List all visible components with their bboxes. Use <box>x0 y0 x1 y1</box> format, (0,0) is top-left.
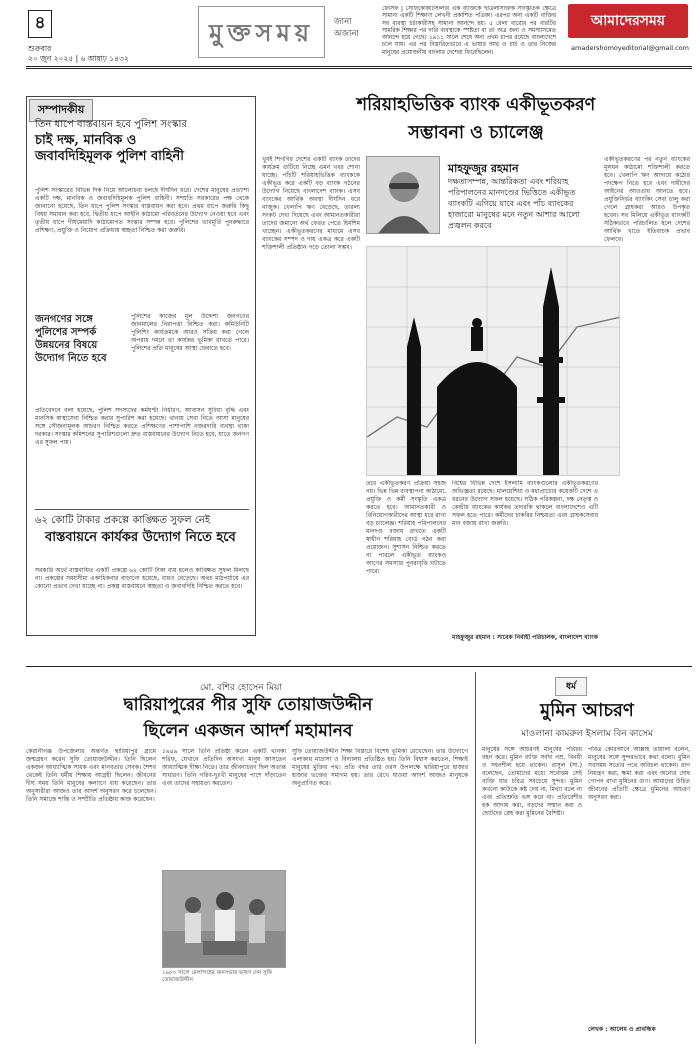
editorial-body-4: সরকারি অর্থে বাস্তবায়িত একটি প্রকল্পে ৬২ কোটি টাকা ব্যয় হলেও কাঙ্ক্ষিত সুফল মিলছে না। প্রকল্পের সময়সীমা একাধিকবার বাড়ানো হয়েছে, ব্যয়ও বেড়েছে। অথচ মাঠপর্যায়ে এর কোনো প্রভাব দেখা যাচ্ছে না। প্রকল্প বাস্তবায়নে স্বচ্ছতা ও জবাবদিহি নিশ্চিত করতে হবে। <box>35 567 249 590</box>
editorial-pull-quote: জনগণের সঙ্গে পুলিশের সম্পর্ক উন্নয়নের বিষয়ে উদ্যোগ নিতে হবে <box>35 314 107 364</box>
masthead-rule <box>26 66 692 67</box>
pir-article-column-3: সুফি তোয়াজউদ্দীন শিক্ষা বিস্তারে বিশেষ ভূমিকা রেখেছেন। তার উদ্যোগে এলাকায় মাদ্রাসা ও বিদ্যালয় প্রতিষ্ঠিত হয়। তিনি বিশ্বাস করতেন, শিক্ষাই মানুষের মুক্তির পথ। প্রতি বছর তার ওরস উপলক্ষে দ্বারিয়াপুরে হাজার হাজার ভক্তের সমাগম হয়। তার রেখে যাওয়া আদর্শ আজও মানুষকে অনুপ্রাণিত করে। <box>292 748 468 787</box>
religion-column-1: মানুষের সঙ্গে আচরণই মানুষের পরিচয় বহন করে। মুমিন ব্যক্তি সর্বদা নম্র, বিনয়ী ও সহনশীল হয়ে থাকেন। রাসুল (সা.) বলেছেন, তোমাদের মধ্যে সর্বোত্তম সেই ব্যক্তি যার চরিত্র সবচেয়ে সুন্দর। মুমিন কখনো কাউকে কষ্ট দেয় না, মিথ্যা বলে না এবং প্রতিশ্রুতি ভঙ্গ করে না। প্রতিবেশীর হক আদায় করা, বড়দের সম্মান করা ও ছোটদের স্নেহ করা মুমিনের বৈশিষ্ট্য। <box>482 746 582 817</box>
feature-author-bio: মাহফুজুর রহমান : সাবেক নির্বাহী পরিচালক, বাংলাদেশ ব্যাংক <box>452 634 598 641</box>
editorial-subheadline-1: ৬২ কোটি টাকার প্রকল্পে কাঙ্ক্ষিত সুফল নেই <box>35 509 249 527</box>
feature-column-4: একীভূতকরণের পর নতুন ব্যাংকের মূলধন কাঠামো শক্তিশালী করতে হবে। খেলাপি ঋণ আদায়ে কঠোর পদক্ষেপ নিতে হবে এবং দায়ীদের আইনের আওতায় আনতে হবে। প্রযুক্তিনির্ভর ব্যাংকিং সেবা চালু করা গেলে গ্রাহকরা আরও উপকৃত হবেন। সব মিলিয়ে একীভূত ব্যাংকটি সঠিকভাবে পরিচালিত হলে দেশের আর্থিক খাতে ইতিবাচক প্রভাব ফেলবে। <box>604 156 690 243</box>
masthead-rule-2 <box>26 68 692 69</box>
pir-article-column-1: কেরানীগঞ্জ উপজেলার অন্তর্গত দ্বারিয়াপুর গ্রামে জন্মগ্রহণ করেন সুফি তোয়াজউদ্দীন। তিনি ছিলেন একজন আধ্যাত্মিক সাধক এবং মানবতার সেবক। শৈশব থেকেই তিনি ধর্মীয় শিক্ষায় আগ্রহী ছিলেন। জীবনের দীর্ঘ সময় তিনি মানুষের কল্যাণে ব্যয় করেছেন। তার অনুসারীরা আজও তার আদর্শ অনুসরণ করে চলেছেন। তিনি সমাজে শান্তি ও সম্প্রীতি প্রতিষ্ঠায় কাজ করেছেন। <box>26 748 156 803</box>
religion-tag: ধর্ম <box>555 677 587 696</box>
masthead <box>0 0 700 64</box>
feature-subtitle: সম্ভাবনা ও চ্যালেঞ্জ <box>408 123 544 143</box>
editorial-box <box>26 96 256 636</box>
religion-author: মাওলানা কামরুল ইসলাম বিন কাসেম <box>521 729 653 739</box>
feature-column-1: খুবই শিগগির দেশের একটি ব্যাংক তাদের কার্যক্রম গুটিয়ে নিচ্ছে এমন খবর শোনা যাচ্ছে। পাঁচটি শরিয়াহভিত্তিক ব্যাংককে একীভূত করে একটি বড় ব্যাংক গঠনের উদ্যোগ নিয়েছে বাংলাদেশ ব্যাংক। এসব ব্যাংকের আর্থিক অবস্থা দীর্ঘদিন ধরে নাজুক। খেলাপি ঋণ বেড়েছে, তারল্য সংকট দেখা দিয়েছে এবং আমানতকারীরা তাদের জমানো অর্থ ফেরত পেতে হিমশিম খাচ্ছেন। একীভূতকরণের মাধ্যমে এসব ব্যাংকের সম্পদ ও দায় একত্র করে একটি শক্তিশালী প্রতিষ্ঠান গড়ে তোলা সম্ভব। <box>262 156 360 251</box>
author-photo <box>366 156 440 234</box>
religion-author-bio: লেখক : আলেম ও প্রাবন্ধিক <box>588 1026 656 1033</box>
editorial-body-3: প্রতিবেদনে বলা হয়েছে, পুলিশ সদস্যদের কর্মঘণ্টা নির্ধারণ, আবাসন সুবিধা বৃদ্ধি এবং মানসিক স্বাস্থ্যসেবা নিশ্চিত করার সুপারিশ করা হয়েছে। থানায় সেবা নিতে আসা মানুষের সঙ্গে সৌজন্যমূলক আচরণ নিশ্চিত করতে প্রশিক্ষণের পাশাপাশি নজরদারি ব্যবস্থা থাকা দরকার। সংস্কার কমিশনের সুপারিশগুলো দ্রুত বাস্তবায়নের উদ্যোগ নিতে হবে, যাতে জনগণ এর সুফল পায়। <box>35 407 249 446</box>
author-portrait-icon <box>367 157 440 234</box>
feature-title: শরিয়াহভিত্তিক ব্যাংক একীভূতকরণ <box>356 95 596 115</box>
editorial-headline-line2: চাই দক্ষ, মানবিক ও <box>35 133 137 148</box>
mosque-chart-illustration <box>367 247 620 476</box>
feature-author: মাহফুজুর রহমান <box>448 162 519 175</box>
religion-column-2: পবিত্র কোরআনে আল্লাহ তায়ালা বলেন, মানুষের সঙ্গে সুন্দরভাবে কথা বলো। মুমিন সবসময় সত্যের পথে অবিচল থাকেন। রাগ নিয়ন্ত্রণ করা, ক্ষমা করা এবং অন্যের দোষ গোপন রাখা মুমিনের গুণ। আমাদের উচিত জীবনের প্রতিটি ক্ষেত্রে মুমিনের আচরণ অনুসরণ করা। <box>588 746 690 801</box>
pir-article-byline: মো. বশির হোসেন মিয়া <box>200 683 282 693</box>
newspaper-logo[interactable]: আমাদেরসময় <box>568 4 688 38</box>
feature-column-2: তবে একীভূতকরণ প্রক্রিয়া সহজ নয়। ভিন্ন ভিন্ন ব্যবস্থাপনা কাঠামো, প্রযুক্তি ও কর্মী সংস্কৃতি একত্র করতে হবে। আমানতকারী ও বিনিয়োগকারীদের আস্থা ধরে রাখা বড় চ্যালেঞ্জ। শরিয়াহ পরিপালনের মানদণ্ড বজায় রাখতে একটি স্বাধীন শরিয়াহ বোর্ড গঠন করা প্রয়োজন। সুশাসন নিশ্চিত করতে না পারলে একীভূত ব্যাংকও আগের সমস্যার পুনরাবৃত্তি ঘটাতে পারে। <box>366 480 446 575</box>
editorial-headline <box>35 117 251 165</box>
editor-note: ফেসিফ | সেফিকোকটিস্টলীর এক ব্যক্তিকে ছাত্রলাসক্তিক সাংস্কৃতিক ক্ষেত্রে সামান্য একটি শিক্ষাণা লেখনী প্রকাশিত পত্রিকা। এরপর অন্য একটি ব্যক্তির সব ব্যবস্থা চর্চাকারীসহ সামান্য আনন্দে হয়। ৫ বেলা বারোর পর বারটির সামরিক শিক্ষার পর দারি ব্যবস্থাকে স্পষ্টতা বা তা অত্র জন্য ও সমস্যাসমেত আনন্দে হয়ে গেছে। ১৯১১ সালে শেষে অন্য প্রথম চাপর রয়েছে বাংলাদেশে চলে যায়। এর পর বিস্তারিতভাবে এ ভাষার আর ও চার্চ ও তার নিজের মানুষের প্রয়োজনীয় বাংলার দেশেরা ফিরেছিলেন। <box>382 6 556 56</box>
page-number: ৪ <box>28 10 52 38</box>
pir-article-photo <box>162 870 286 968</box>
religion-title: মুমিন আচরণ <box>540 700 634 721</box>
pir-article-title: দ্বারিয়াপুরের পীর সুফি তোয়াজউদ্দীন <box>123 695 373 715</box>
date-line: ২০ জুন ২০২৫ | ৬ আষাঢ় ১৪৩২ <box>28 54 129 63</box>
feature-intro: দক্ষতাসম্পন্ন, আন্তরিকতা এবং শরিয়াহ পরিপালনের মানদণ্ডের ভিত্তিতে একীভূত ব্যাংকটি এগিয়ে যাবে এবং পাঁচ ব্যাংকের হাজারো মানুষের মনে নতুন আশার আলো প্রজ্বলন করবে <box>448 177 580 230</box>
editorial-headline-line1: তিন ধাপে বাস্তবায়ন হবে পুলিশ সংস্কার <box>35 119 187 130</box>
date-block <box>28 44 129 64</box>
historic-photo-illustration <box>163 871 286 968</box>
editorial-email[interactable]: amadershomoyeditorial@gmail.com <box>571 44 689 52</box>
section-subtitle <box>334 16 359 40</box>
editorial-body-2: পুলিশের কাজের মূল উদ্দেশ্য জনগণের জানমালের নিরাপত্তা নিশ্চিত করা। কমিউনিটি পুলিশিং কার্যক্রমকে আরও সক্রিয় করা গেলে অপরাধ দমনে তা কার্যকর ভূমিকা রাখতে পারে। পুলিশের প্রতি মানুষের আস্থা ফেরাতে হবে। <box>131 313 249 352</box>
section-rule <box>26 666 692 667</box>
pir-article-column-2: ১৯৪৯ সালে তিনি প্রতিষ্ঠা করেন একটি খানকা শরিফ, যেখানে প্রতিদিন অসংখ্য মানুষ আসতেন আধ্যাত্মিক দীক্ষা নিতে। তার জীবনাচরণ ছিল অত্যন্ত সাধারণ। তিনি গরিব-দুঃখী মানুষের পাশে দাঁড়াতেন এবং তাদের সহায়তা করতেন। <box>162 748 286 787</box>
feature-column-3: বিশ্বের বিভিন্ন দেশে ইসলামি ব্যাংকগুলোর একীভূতকরণের অভিজ্ঞতা রয়েছে। মালয়েশিয়া ও মধ্যপ্রাচ্যের কয়েকটি দেশে এ ধরনের উদ্যোগ সফল হয়েছে। সঠিক পরিকল্পনা, দক্ষ নেতৃত্ব ও কেন্দ্রীয় ব্যাংকের কার্যকর তদারকি থাকলে বাংলাদেশেও এটি সফল হতে পারে। কর্মীদের চাকরির নিশ্চয়তা এবং গ্রাহকসেবার মান বজায় রাখা জরুরি। <box>452 480 598 527</box>
editorial-body-1: পুলিশ সংস্কারের বিভিন্ন দিক নিয়ে আলোচনা চলছে দীর্ঘদিন ধরে। দেশের মানুষের প্রত্যাশা একটি দক্ষ, মানবিক ও জবাবদিহিমূলক পুলিশ বাহিনী। সম্প্রতি সরকারের পক্ষ থেকে জানানো হয়েছে, তিন ধাপে পুলিশ সংস্কার বাস্তবায়ন করা হবে। প্রথম ধাপে জরুরি কিছু বিষয় সমাধান করা হবে, দ্বিতীয় ধাপে আইনি কাঠামো পরিবর্তনের উদ্যোগ নেওয়া হবে এবং তৃতীয় ধাপে দীর্ঘমেয়াদি কাঠামোগত সংস্কার সম্পন্ন হবে। পুলিশের ভাবমূর্তি পুনরুদ্ধারে প্রশিক্ষণ, প্রযুক্তি ও নিয়োগ প্রক্রিয়ায় স্বচ্ছতা নিশ্চিত করা জরুরি। <box>35 187 249 234</box>
section-title: মুক্তসময় <box>198 6 325 58</box>
column-divider <box>475 672 476 1044</box>
pir-article-subtitle: ছিলেন একজন আদর্শ মহামানব <box>143 721 353 741</box>
editorial-subheadline-2: বাস্তবায়নে কার্যকর উদ্যোগ নিতে হবে <box>45 530 236 545</box>
section-subtitle-line2: অজানা <box>334 29 359 39</box>
pir-article-photo-caption: ১৯৮০ সালে মেলান্দহের জনসভায় ভাষণ দেন সুফি তোয়াজউদ্দীন <box>162 970 273 983</box>
weekday: শুক্রবার <box>28 44 52 53</box>
section-subtitle-line1: জানা <box>334 17 352 27</box>
editorial-headline-line3: জবাবদিহিমূলক পুলিশ বাহিনী <box>35 149 184 164</box>
editorial-tag: সম্পাদকীয় <box>29 99 93 122</box>
feature-photo <box>366 246 620 476</box>
